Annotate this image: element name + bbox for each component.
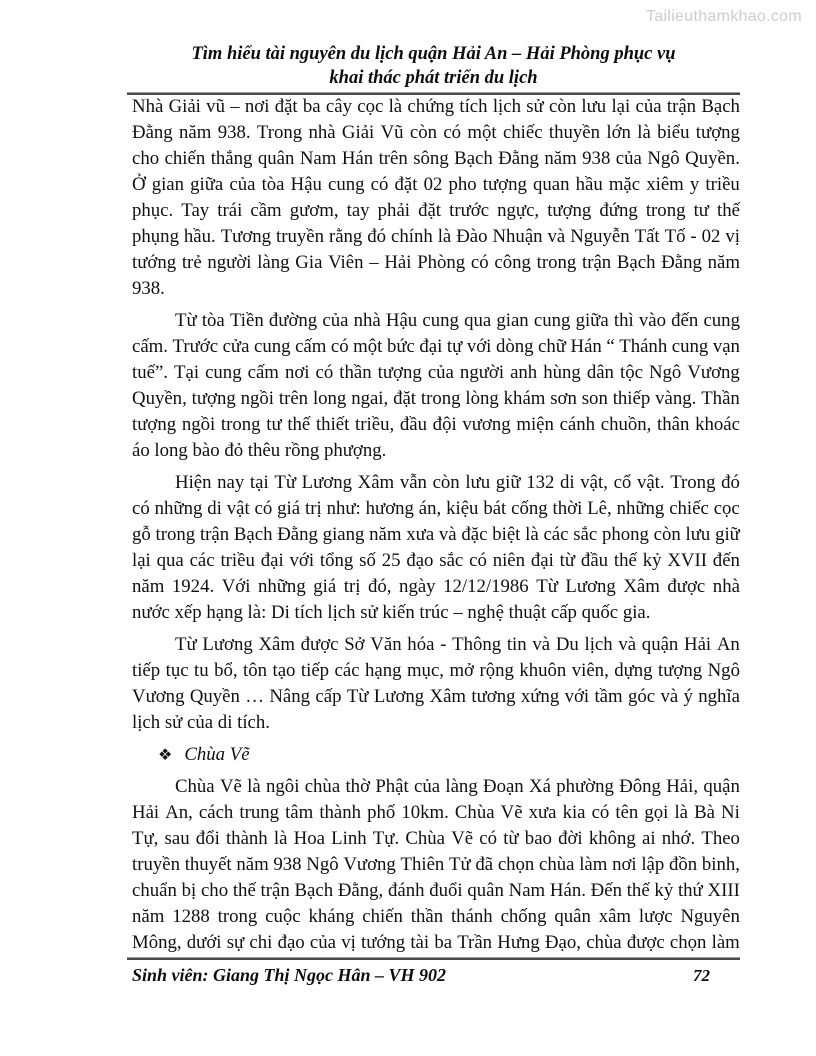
text-line: Hiện nay tại Từ Lương Xâm vẫn còn lưu giữ 132 di vật, cổ vật. Trong đó [175, 472, 740, 493]
text-line: lại qua các triều đại với tổng số 25 đạo sắc có niên đại từ đầu thế kỷ XVII đến [132, 550, 740, 571]
text-line: nước xếp hạng là: Di tích lịch sử kiến trúc – nghệ thuật cấp quốc gia. [132, 602, 651, 623]
text-line: gỗ trong trận Bạch Đằng giang năm xưa và đặc biệt là các sắc phong còn lưu giữ [132, 524, 740, 545]
text-line: năm 1924. Với những giá trị đó, ngày 12/12/1986 Từ Lương Xâm được nhà [132, 576, 740, 597]
text-line: phục. Tay trái cầm gươm, tay phải đặt trước ngực, tượng đứng trong tư thế [132, 200, 740, 221]
text-line: truyền thuyết năm 938 Ngô Vương Thiên Tử đã chọn chùa làm nơi lập đồn binh, [132, 854, 740, 875]
header-title-line-2: khai thác phát triển du lịch [329, 68, 538, 88]
text-line: tuế”. Tại cung cấm nơi có thần tượng của người anh hùng dân tộc Ngô Vương [132, 362, 740, 383]
text-line: tướng trẻ người làng Gia Viên – Hải Phòng có công trong trận Bạch Đằng năm [132, 252, 740, 273]
text-line: chuẩn bị cho thế trận Bạch Đằng, đánh đuổi quân Nam Hán. Đến thế kỷ thứ XIII [132, 880, 740, 901]
text-line: Nhà Giải vũ – nơi đặt ba cây cọc là chứng tích lịch sử còn lưu lại của trận Bạch [132, 96, 740, 117]
text-line: tượng ngồi trong tư thế thiết triều, đầu đội vương miện cánh chuồn, thân khoác [132, 414, 740, 435]
text-line: Tự, sau đổi thành là Hoa Linh Tự. Chùa Vẽ có từ bao đời không ai nhớ. Theo [132, 828, 740, 849]
header-title-line-1: Tìm hiểu tài nguyên du lịch quận Hải An – Hải Phòng phục vụ [191, 44, 676, 64]
text-line: cho chiến thắng quân Nam Hán trên sông Bạch Đằng năm 938 của Ngô Quyền. [132, 148, 740, 169]
paragraph [132, 94, 740, 302]
text-line: Đằng năm 938. Trong nhà Giải Vũ còn có một chiếc thuyền lớn là biểu tượng [132, 122, 740, 143]
bullet-heading-label: Chùa Vẽ [184, 744, 250, 765]
text-line: Hải An, cách trung tâm thành phố 10km. Chùa Vẽ xưa kia có tên gọi là Bà Ni [132, 802, 740, 823]
paragraph [132, 632, 740, 736]
bullet-heading [132, 742, 740, 768]
paragraph [132, 470, 740, 626]
diamond-bullet-icon: ❖ [158, 745, 173, 764]
site-watermark: Tailieuthamkhao.com [646, 8, 802, 25]
text-line: cấm. Trước cửa cung cấm có một bức đại tự với dòng chữ Hán “ Thánh cung vạn [132, 336, 740, 357]
text-line: áo long bào đỏ thêu rồng phượng. [132, 440, 387, 461]
text-line: Từ Lương Xâm được Sở Văn hóa - Thông tin và Du lịch và quận Hải An [175, 634, 740, 655]
text-line: 938. [132, 278, 165, 299]
paragraph [132, 308, 740, 464]
text-line: năm 1288 trong cuộc kháng chiến thần thánh chống quân xâm lược Nguyên [132, 906, 740, 927]
text-line: có những di vật có giá trị như: hương án, kiệu bát cống thời Lê, những chiếc cọc [132, 498, 740, 519]
page-body [132, 94, 740, 956]
text-line: tiếp tục tu bổ, tôn tạo tiếp các hạng mục, mở rộng khuôn viên, dựng tượng Ngô [132, 660, 740, 681]
page-footer [132, 965, 740, 986]
text-line: Vương Quyền … Nâng cấp Từ Lương Xâm tương xứng với tầm góc và ý nghĩa [132, 686, 740, 707]
text-line: Quyền, tượng ngồi trên long ngai, đặt trong lòng khám sơn son thiếp vàng. Thần [132, 388, 740, 409]
text-line: lịch sử của di tích. [132, 712, 270, 733]
footer-divider [127, 957, 740, 960]
footer-author: Sinh viên: Giang Thị Ngọc Hân – VH 902 [132, 965, 447, 985]
text-line: Chùa Vẽ là ngôi chùa thờ Phật của làng Đoạn Xá phường Đông Hải, quận [175, 776, 740, 797]
page-number: 72 [693, 966, 710, 985]
page-header-title [127, 42, 740, 90]
paragraph [132, 774, 740, 956]
text-line: phụng hầu. Tương truyền rằng đó chính là Đào Nhuận và Nguyễn Tất Tố - 02 vị [132, 226, 740, 247]
text-line: Từ tòa Tiền đường của nhà Hậu cung qua gian cung giữa thì vào đến cung [175, 310, 740, 331]
text-line: Mông, dưới sự chi đạo của vị tướng tài ba Trần Hưng Đạo, chùa được chọn làm [132, 932, 740, 953]
text-line: Ở gian giữa của tòa Hậu cung có đặt 02 pho tượng quan hầu mặc xiêm y triều [132, 174, 740, 195]
bullet-line [132, 742, 740, 768]
